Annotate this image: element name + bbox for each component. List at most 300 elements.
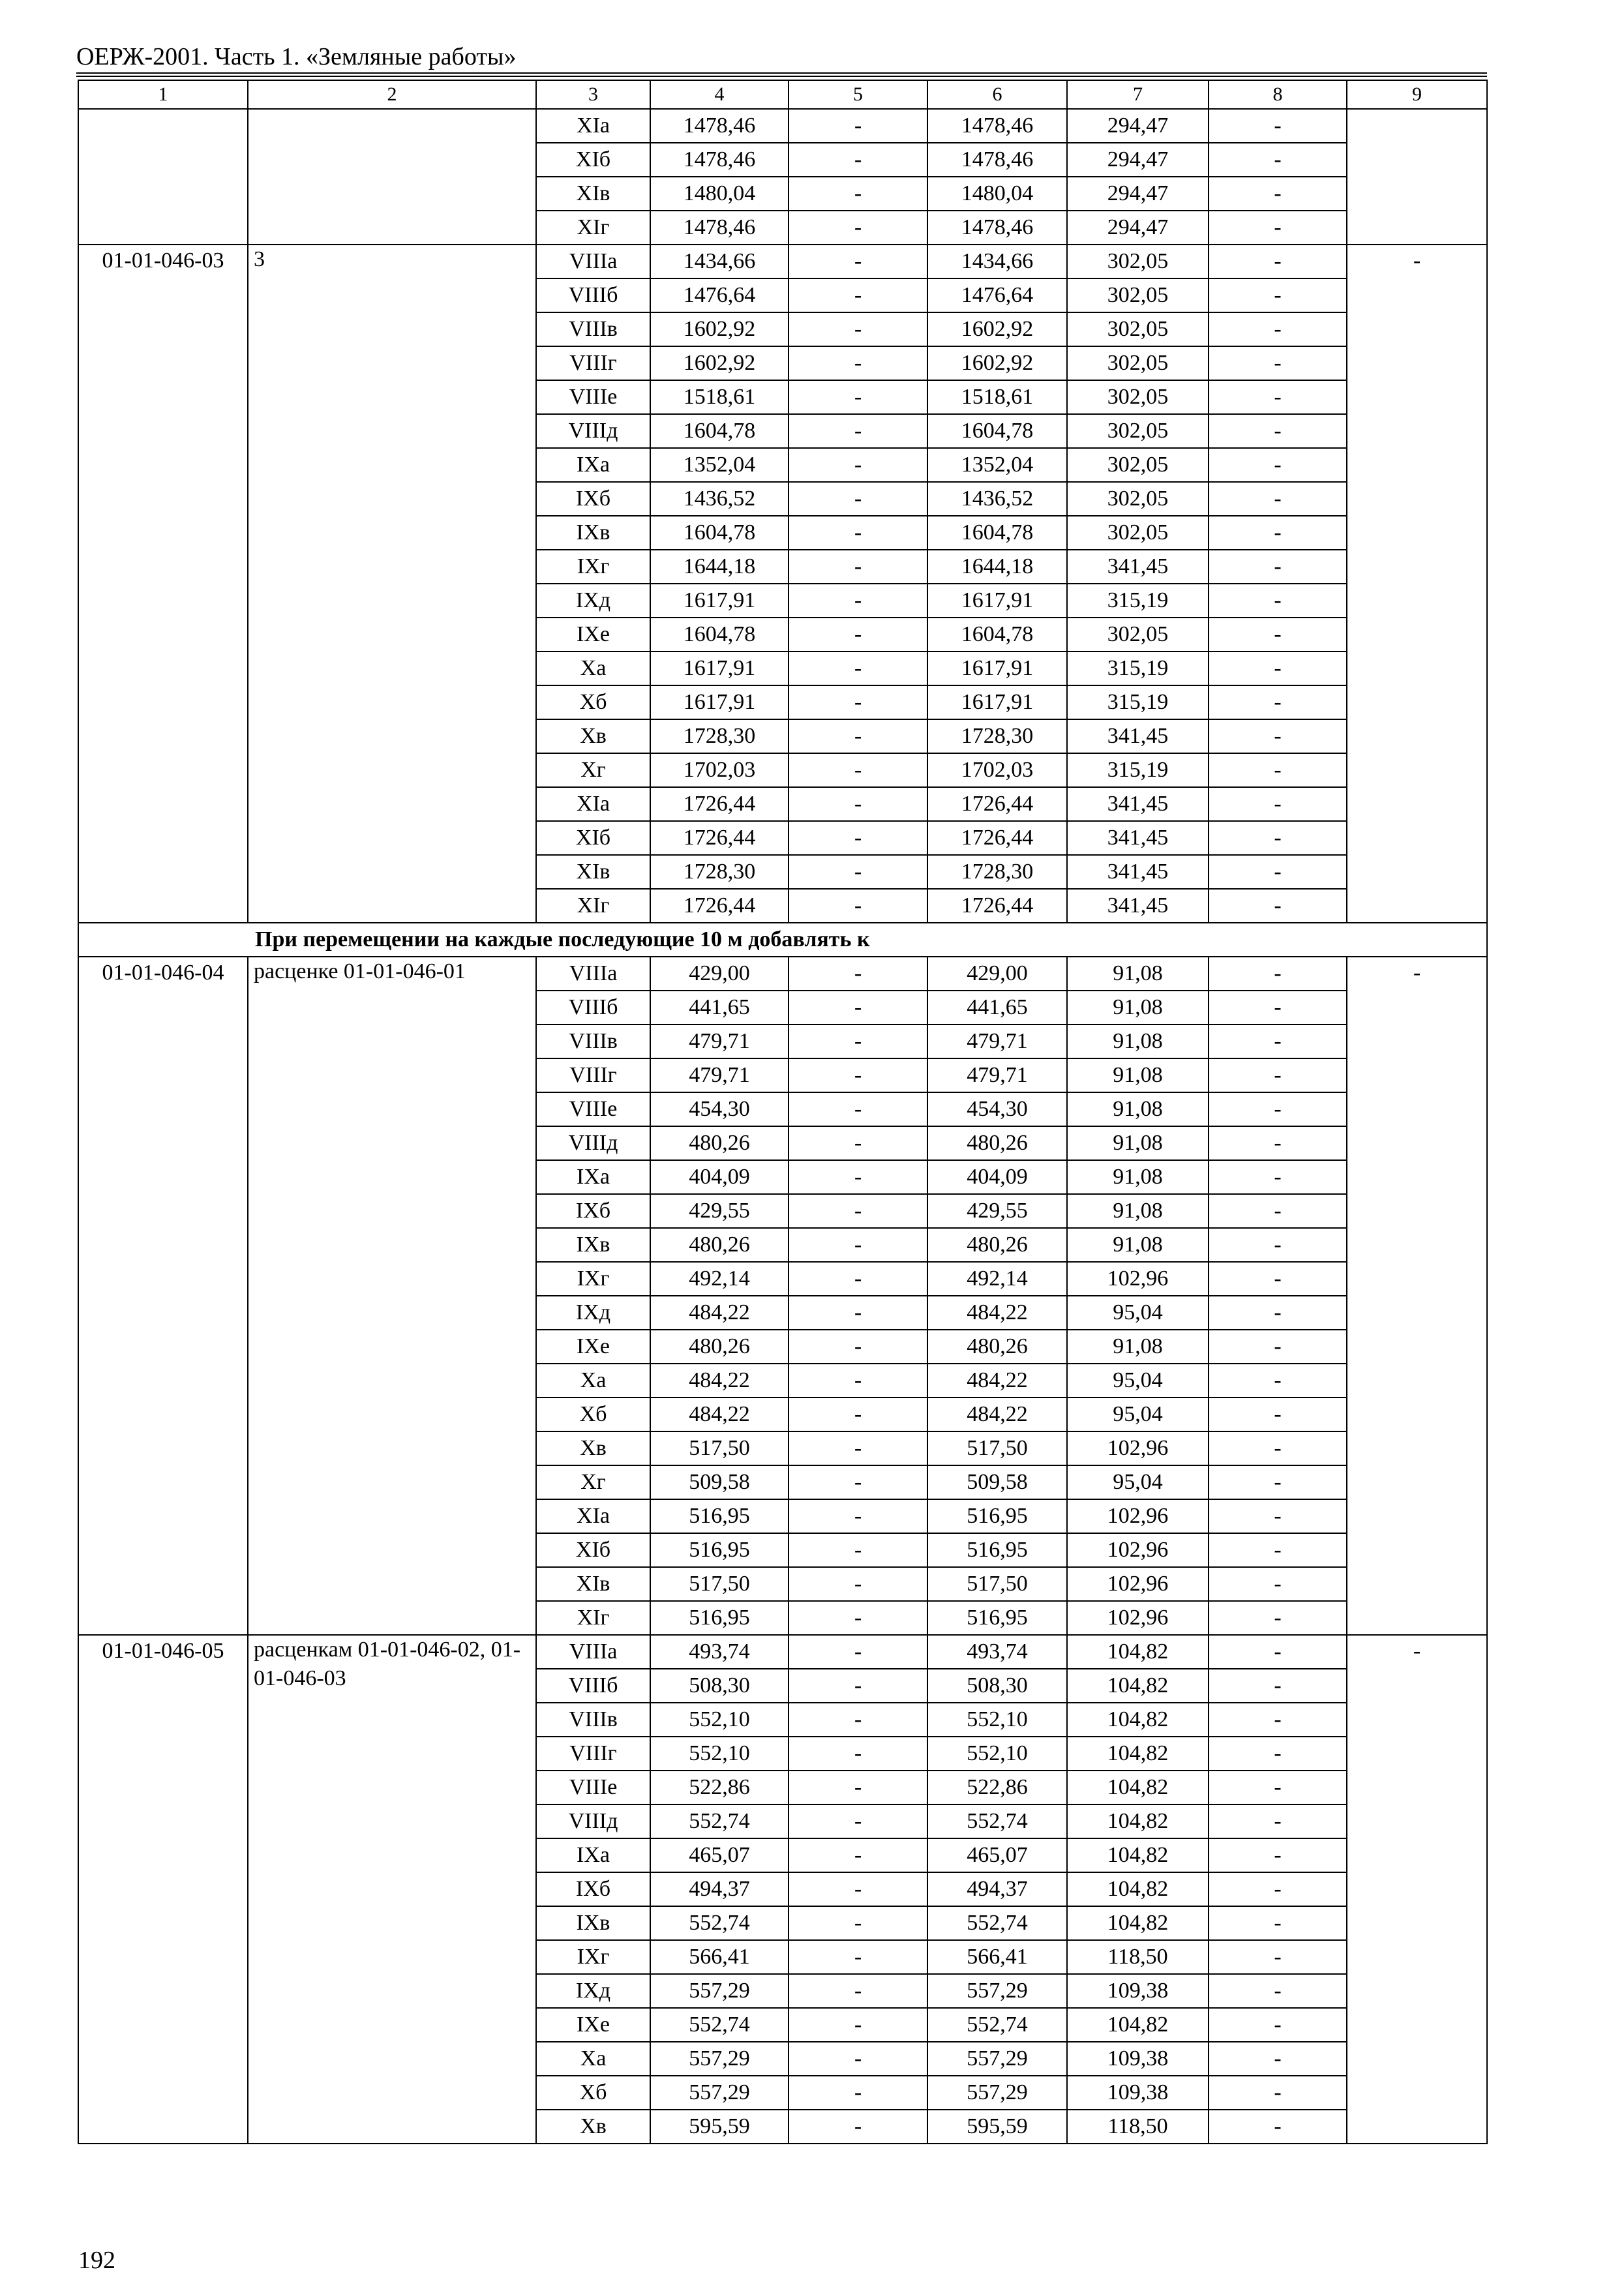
- machinist-wages: 104,82: [1067, 1737, 1209, 1771]
- wages: -: [789, 1533, 927, 1567]
- direct-cost: 552,10: [650, 1737, 789, 1771]
- soil-group: XIв: [536, 855, 650, 889]
- machinist-wages: 315,19: [1067, 584, 1209, 618]
- materials-cost: -: [1209, 719, 1347, 753]
- materials-cost: -: [1209, 1771, 1347, 1804]
- machine-cost: 1478,46: [927, 211, 1067, 245]
- materials-cost: -: [1209, 1092, 1347, 1126]
- direct-cost: 552,10: [650, 1703, 789, 1737]
- machinist-wages: 91,08: [1067, 1126, 1209, 1160]
- machinist-wages: 91,08: [1067, 957, 1209, 991]
- materials-cost: -: [1209, 889, 1347, 923]
- wages: -: [789, 1126, 927, 1160]
- soil-group: VIIIд: [536, 414, 650, 448]
- materials-cost: -: [1209, 1025, 1347, 1058]
- materials-cost: -: [1209, 1398, 1347, 1431]
- wages: -: [789, 550, 927, 584]
- machinist-wages: 118,50: [1067, 2110, 1209, 2144]
- direct-cost: 517,50: [650, 1431, 789, 1465]
- materials-cost: -: [1209, 991, 1347, 1025]
- materials-cost: -: [1209, 957, 1347, 991]
- machinist-wages: 302,05: [1067, 245, 1209, 278]
- column-number: 4: [650, 80, 789, 109]
- machinist-wages: 91,08: [1067, 991, 1209, 1025]
- soil-group: VIIIе: [536, 1092, 650, 1126]
- soil-group: Xг: [536, 1465, 650, 1499]
- soil-group: XIа: [536, 787, 650, 821]
- machine-cost: 1476,64: [927, 278, 1067, 312]
- machinist-wages: 109,38: [1067, 1974, 1209, 2008]
- machine-cost: 429,00: [927, 957, 1067, 991]
- column-number: 3: [536, 80, 650, 109]
- materials-cost: -: [1209, 1330, 1347, 1364]
- direct-cost: 1478,46: [650, 143, 789, 177]
- direct-cost: 480,26: [650, 1228, 789, 1262]
- section-row: [78, 923, 1487, 957]
- materials-cost: -: [1209, 143, 1347, 177]
- direct-cost: 1434,66: [650, 245, 789, 278]
- wages: -: [789, 787, 927, 821]
- equipment-cost: -: [1347, 957, 1487, 1635]
- materials-cost: -: [1209, 1058, 1347, 1092]
- materials-cost: -: [1209, 1940, 1347, 1974]
- machinist-wages: 95,04: [1067, 1465, 1209, 1499]
- document-header: ОЕРЖ-2001. Часть 1. «Земляные работы»: [76, 43, 517, 70]
- wages: -: [789, 1635, 927, 1669]
- machine-cost: 552,74: [927, 2008, 1067, 2042]
- equipment-cost: [1347, 109, 1487, 245]
- direct-cost: 508,30: [650, 1669, 789, 1703]
- soil-group: XIг: [536, 211, 650, 245]
- machinist-wages: 315,19: [1067, 685, 1209, 719]
- materials-cost: -: [1209, 1974, 1347, 2008]
- soil-group: IXг: [536, 550, 650, 584]
- machine-cost: 1604,78: [927, 516, 1067, 550]
- wages: -: [789, 957, 927, 991]
- machinist-wages: 102,96: [1067, 1431, 1209, 1465]
- soil-group: VIIIб: [536, 991, 650, 1025]
- soil-group: IXв: [536, 516, 650, 550]
- wages: -: [789, 1567, 927, 1601]
- direct-cost: 509,58: [650, 1465, 789, 1499]
- rate-name: [248, 109, 536, 245]
- wages: -: [789, 1194, 927, 1228]
- materials-cost: -: [1209, 346, 1347, 380]
- machinist-wages: 104,82: [1067, 1906, 1209, 1940]
- direct-cost: 516,95: [650, 1499, 789, 1533]
- machine-cost: 552,74: [927, 1906, 1067, 1940]
- machine-cost: 441,65: [927, 991, 1067, 1025]
- machinist-wages: 302,05: [1067, 448, 1209, 482]
- soil-group: VIIIа: [536, 957, 650, 991]
- machine-cost: 1617,91: [927, 685, 1067, 719]
- wages: -: [789, 1431, 927, 1465]
- machinist-wages: 104,82: [1067, 1804, 1209, 1838]
- soil-group: VIIIе: [536, 1771, 650, 1804]
- soil-group: IXе: [536, 2008, 650, 2042]
- column-number: 9: [1347, 80, 1487, 109]
- machinist-wages: 102,96: [1067, 1567, 1209, 1601]
- wages: -: [789, 889, 927, 923]
- machine-cost: 492,14: [927, 1262, 1067, 1296]
- direct-cost: 1602,92: [650, 312, 789, 346]
- soil-group: IXг: [536, 1940, 650, 1974]
- table-row: [78, 1635, 1487, 1669]
- machinist-wages: 104,82: [1067, 1872, 1209, 1906]
- rate-code: 01-01-046-04: [78, 957, 248, 1635]
- direct-cost: 484,22: [650, 1296, 789, 1330]
- soil-group: IXе: [536, 618, 650, 651]
- direct-cost: 454,30: [650, 1092, 789, 1126]
- wages: -: [789, 719, 927, 753]
- wages: -: [789, 1025, 927, 1058]
- direct-cost: 1352,04: [650, 448, 789, 482]
- machine-cost: 1436,52: [927, 482, 1067, 516]
- machinist-wages: 91,08: [1067, 1092, 1209, 1126]
- direct-cost: 494,37: [650, 1872, 789, 1906]
- materials-cost: -: [1209, 1669, 1347, 1703]
- wages: -: [789, 211, 927, 245]
- materials-cost: -: [1209, 380, 1347, 414]
- soil-group: IXв: [536, 1906, 650, 1940]
- direct-cost: 566,41: [650, 1940, 789, 1974]
- machine-cost: 404,09: [927, 1160, 1067, 1194]
- soil-group: VIIIб: [536, 278, 650, 312]
- wages: -: [789, 1058, 927, 1092]
- soil-group: Xб: [536, 2076, 650, 2110]
- materials-cost: -: [1209, 1194, 1347, 1228]
- machinist-wages: 315,19: [1067, 753, 1209, 787]
- wages: -: [789, 448, 927, 482]
- table-row: [78, 109, 1487, 143]
- materials-cost: -: [1209, 1533, 1347, 1567]
- soil-group: VIIIв: [536, 312, 650, 346]
- machine-cost: 479,71: [927, 1058, 1067, 1092]
- soil-group: Xа: [536, 2042, 650, 2076]
- wages: -: [789, 1974, 927, 2008]
- soil-group: VIIIг: [536, 1737, 650, 1771]
- machine-cost: 557,29: [927, 2042, 1067, 2076]
- wages: -: [789, 109, 927, 143]
- materials-cost: -: [1209, 2042, 1347, 2076]
- machinist-wages: 95,04: [1067, 1364, 1209, 1398]
- soil-group: VIIIа: [536, 245, 650, 278]
- direct-cost: 552,74: [650, 1906, 789, 1940]
- soil-group: XIа: [536, 1499, 650, 1533]
- machine-cost: 1478,46: [927, 143, 1067, 177]
- machinist-wages: 102,96: [1067, 1262, 1209, 1296]
- materials-cost: -: [1209, 1804, 1347, 1838]
- materials-cost: -: [1209, 821, 1347, 855]
- machinist-wages: 294,47: [1067, 143, 1209, 177]
- soil-group: Xв: [536, 1431, 650, 1465]
- soil-group: IXа: [536, 1160, 650, 1194]
- rate-code: 01-01-046-05: [78, 1635, 248, 2144]
- machine-cost: 480,26: [927, 1126, 1067, 1160]
- wages: -: [789, 2110, 927, 2144]
- wages: -: [789, 1771, 927, 1804]
- machine-cost: 522,86: [927, 1771, 1067, 1804]
- machine-cost: 516,95: [927, 1601, 1067, 1635]
- direct-cost: 516,95: [650, 1533, 789, 1567]
- direct-cost: 480,26: [650, 1126, 789, 1160]
- machine-cost: 484,22: [927, 1398, 1067, 1431]
- machine-cost: 1478,46: [927, 109, 1067, 143]
- header-rule: [76, 72, 1487, 74]
- column-number: 8: [1209, 80, 1347, 109]
- machinist-wages: 294,47: [1067, 211, 1209, 245]
- direct-cost: 429,55: [650, 1194, 789, 1228]
- machinist-wages: 302,05: [1067, 516, 1209, 550]
- materials-cost: -: [1209, 211, 1347, 245]
- machine-cost: 509,58: [927, 1465, 1067, 1499]
- wages: -: [789, 618, 927, 651]
- machinist-wages: 91,08: [1067, 1228, 1209, 1262]
- soil-group: XIв: [536, 177, 650, 211]
- direct-cost: 1726,44: [650, 787, 789, 821]
- column-number: 1: [78, 80, 248, 109]
- wages: -: [789, 245, 927, 278]
- soil-group: VIIIб: [536, 1669, 650, 1703]
- equipment-cost: -: [1347, 245, 1487, 923]
- soil-group: VIIIе: [536, 380, 650, 414]
- wages: -: [789, 821, 927, 855]
- direct-cost: 552,74: [650, 2008, 789, 2042]
- materials-cost: -: [1209, 516, 1347, 550]
- soil-group: XIб: [536, 1533, 650, 1567]
- materials-cost: -: [1209, 414, 1347, 448]
- wages: -: [789, 1940, 927, 1974]
- wages: -: [789, 1601, 927, 1635]
- direct-cost: 1476,64: [650, 278, 789, 312]
- machinist-wages: 302,05: [1067, 346, 1209, 380]
- machinist-wages: 302,05: [1067, 380, 1209, 414]
- soil-group: IXг: [536, 1262, 650, 1296]
- materials-cost: -: [1209, 448, 1347, 482]
- direct-cost: 552,74: [650, 1804, 789, 1838]
- machine-cost: 552,74: [927, 1804, 1067, 1838]
- machinist-wages: 118,50: [1067, 1940, 1209, 1974]
- wages: -: [789, 1499, 927, 1533]
- wages: -: [789, 1160, 927, 1194]
- machine-cost: 595,59: [927, 2110, 1067, 2144]
- soil-group: IXд: [536, 584, 650, 618]
- materials-cost: -: [1209, 1465, 1347, 1499]
- rate-name: расценкам 01-01-046-02, 01-01-046-03: [248, 1635, 536, 2144]
- direct-cost: 1617,91: [650, 584, 789, 618]
- soil-group: VIIIг: [536, 346, 650, 380]
- materials-cost: -: [1209, 1838, 1347, 1872]
- machine-cost: 1617,91: [927, 584, 1067, 618]
- soil-group: Xв: [536, 719, 650, 753]
- machinist-wages: 341,45: [1067, 719, 1209, 753]
- materials-cost: -: [1209, 550, 1347, 584]
- soil-group: Xб: [536, 685, 650, 719]
- machinist-wages: 302,05: [1067, 414, 1209, 448]
- soil-group: Xг: [536, 753, 650, 787]
- wages: -: [789, 380, 927, 414]
- soil-group: XIб: [536, 821, 650, 855]
- machine-cost: 1726,44: [927, 821, 1067, 855]
- machine-cost: 1352,04: [927, 448, 1067, 482]
- direct-cost: 484,22: [650, 1398, 789, 1431]
- page-number: 192: [78, 2247, 115, 2274]
- table-row: [78, 245, 1487, 278]
- direct-cost: 1602,92: [650, 346, 789, 380]
- machinist-wages: 104,82: [1067, 1635, 1209, 1669]
- wages: -: [789, 2008, 927, 2042]
- table-row: [78, 957, 1487, 991]
- direct-cost: 479,71: [650, 1025, 789, 1058]
- column-number-row: [78, 80, 1487, 109]
- soil-group: VIIIд: [536, 1126, 650, 1160]
- machinist-wages: 104,82: [1067, 2008, 1209, 2042]
- equipment-cost: -: [1347, 1635, 1487, 2144]
- wages: -: [789, 1228, 927, 1262]
- materials-cost: -: [1209, 1296, 1347, 1330]
- direct-cost: 1604,78: [650, 618, 789, 651]
- wages: -: [789, 991, 927, 1025]
- wages: -: [789, 1296, 927, 1330]
- soil-group: VIIIв: [536, 1025, 650, 1058]
- machinist-wages: 102,96: [1067, 1499, 1209, 1533]
- wages: -: [789, 584, 927, 618]
- rates-table: [78, 80, 1488, 2144]
- materials-cost: -: [1209, 651, 1347, 685]
- direct-cost: 1604,78: [650, 516, 789, 550]
- wages: -: [789, 482, 927, 516]
- materials-cost: -: [1209, 1906, 1347, 1940]
- direct-cost: 517,50: [650, 1567, 789, 1601]
- machine-cost: 1518,61: [927, 380, 1067, 414]
- materials-cost: -: [1209, 584, 1347, 618]
- direct-cost: 557,29: [650, 2076, 789, 2110]
- machine-cost: 479,71: [927, 1025, 1067, 1058]
- rate-code: [78, 109, 248, 245]
- machinist-wages: 341,45: [1067, 821, 1209, 855]
- direct-cost: 404,09: [650, 1160, 789, 1194]
- direct-cost: 1728,30: [650, 855, 789, 889]
- soil-group: IXд: [536, 1296, 650, 1330]
- wages: -: [789, 1262, 927, 1296]
- machine-cost: 517,50: [927, 1567, 1067, 1601]
- wages: -: [789, 414, 927, 448]
- materials-cost: -: [1209, 1601, 1347, 1635]
- materials-cost: -: [1209, 2076, 1347, 2110]
- soil-group: XIг: [536, 1601, 650, 1635]
- direct-cost: 595,59: [650, 2110, 789, 2144]
- soil-group: Xа: [536, 651, 650, 685]
- materials-cost: -: [1209, 1635, 1347, 1669]
- machinist-wages: 302,05: [1067, 312, 1209, 346]
- machinist-wages: 104,82: [1067, 1703, 1209, 1737]
- wages: -: [789, 177, 927, 211]
- wages: -: [789, 1330, 927, 1364]
- machine-cost: 1480,04: [927, 177, 1067, 211]
- machinist-wages: 109,38: [1067, 2042, 1209, 2076]
- materials-cost: -: [1209, 855, 1347, 889]
- machinist-wages: 104,82: [1067, 1771, 1209, 1804]
- machinist-wages: 109,38: [1067, 2076, 1209, 2110]
- machinist-wages: 104,82: [1067, 1669, 1209, 1703]
- wages: -: [789, 1872, 927, 1906]
- soil-group: IXв: [536, 1228, 650, 1262]
- machinist-wages: 341,45: [1067, 550, 1209, 584]
- materials-cost: -: [1209, 2008, 1347, 2042]
- machine-cost: 1702,03: [927, 753, 1067, 787]
- machinist-wages: 91,08: [1067, 1160, 1209, 1194]
- materials-cost: -: [1209, 109, 1347, 143]
- column-number: 2: [248, 80, 536, 109]
- machinist-wages: 294,47: [1067, 109, 1209, 143]
- soil-group: VIIIа: [536, 1635, 650, 1669]
- materials-cost: -: [1209, 2110, 1347, 2144]
- direct-cost: 441,65: [650, 991, 789, 1025]
- soil-group: VIIIв: [536, 1703, 650, 1737]
- materials-cost: -: [1209, 482, 1347, 516]
- soil-group: XIа: [536, 109, 650, 143]
- machine-cost: 1617,91: [927, 651, 1067, 685]
- machinist-wages: 294,47: [1067, 177, 1209, 211]
- wages: -: [789, 1804, 927, 1838]
- materials-cost: -: [1209, 1431, 1347, 1465]
- header-rule: [76, 76, 1487, 77]
- soil-group: IXб: [536, 482, 650, 516]
- direct-cost: 516,95: [650, 1601, 789, 1635]
- wages: -: [789, 855, 927, 889]
- soil-group: Xб: [536, 1398, 650, 1431]
- materials-cost: -: [1209, 1364, 1347, 1398]
- wages: -: [789, 1669, 927, 1703]
- direct-cost: 492,14: [650, 1262, 789, 1296]
- machinist-wages: 95,04: [1067, 1296, 1209, 1330]
- wages: -: [789, 1838, 927, 1872]
- direct-cost: 1726,44: [650, 889, 789, 923]
- materials-cost: -: [1209, 245, 1347, 278]
- direct-cost: 557,29: [650, 2042, 789, 2076]
- machinist-wages: 341,45: [1067, 787, 1209, 821]
- direct-cost: 1480,04: [650, 177, 789, 211]
- section-title: При перемещении на каждые последующие 10 м добавлять к: [78, 923, 1487, 957]
- wages: -: [789, 1364, 927, 1398]
- machine-cost: 552,10: [927, 1703, 1067, 1737]
- machinist-wages: 315,19: [1067, 651, 1209, 685]
- materials-cost: -: [1209, 1228, 1347, 1262]
- machine-cost: 484,22: [927, 1296, 1067, 1330]
- direct-cost: 480,26: [650, 1330, 789, 1364]
- direct-cost: 1617,91: [650, 651, 789, 685]
- rate-code: 01-01-046-03: [78, 245, 248, 923]
- column-number: 7: [1067, 80, 1209, 109]
- wages: -: [789, 143, 927, 177]
- machinist-wages: 91,08: [1067, 1058, 1209, 1092]
- direct-cost: 1702,03: [650, 753, 789, 787]
- machine-cost: 454,30: [927, 1092, 1067, 1126]
- wages: -: [789, 1092, 927, 1126]
- direct-cost: 1518,61: [650, 380, 789, 414]
- wages: -: [789, 1465, 927, 1499]
- materials-cost: -: [1209, 1499, 1347, 1533]
- machine-cost: 494,37: [927, 1872, 1067, 1906]
- soil-group: Xа: [536, 1364, 650, 1398]
- machine-cost: 480,26: [927, 1330, 1067, 1364]
- materials-cost: -: [1209, 1262, 1347, 1296]
- wages: -: [789, 278, 927, 312]
- machine-cost: 566,41: [927, 1940, 1067, 1974]
- direct-cost: 557,29: [650, 1974, 789, 2008]
- wages: -: [789, 346, 927, 380]
- machinist-wages: 302,05: [1067, 618, 1209, 651]
